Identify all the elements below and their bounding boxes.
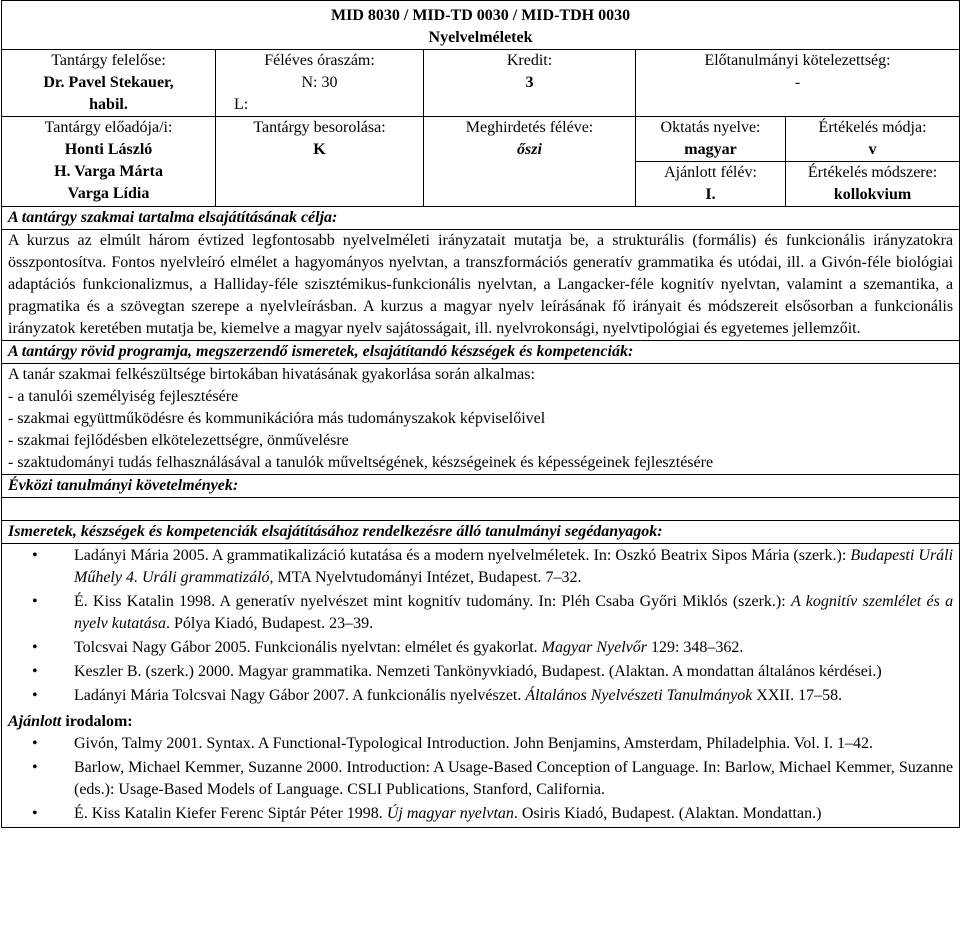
program-body: [2, 364, 960, 475]
list-item: • Ladányi Mária Tolcsvai Nagy Gábor 2007. A funkcionális nyelvészet. Általános Nyelvészeti Tanulmányok XXII. 17–58.: [74, 685, 953, 707]
bullet-icon: •: [32, 547, 38, 564]
course-table: [1, 0, 960, 828]
list-item: • É. Kiss Katalin 1998. A generatív nyelvészet mint kognitív tudomány. In: Pléh Csaba Győri Miklós (szerk.): A kognitív szemlélet és a nyelv kutatása. Pólya Kiadó, Budapest. 23–39.: [32, 593, 954, 632]
program-heading: A tantárgy rövid programja, megszerzendő ismeretek, elsajátítandó készségek és kompetenciák:: [2, 341, 960, 364]
hours-n: N: 30: [301, 74, 338, 91]
credit-value: 3: [525, 74, 534, 91]
goal-text: A kurzus az elmúlt három évtized legfontosabb nyelvelméleti irányzatait mutatja be, a strukturális (formális) és funkcionális irányzatokra összpontosítva. Fontos nyelvleíró elmélet a hagyományos nyelvtan, a transzformációs generatív grammatika és utódai, ill. a Givón-féle biológiai adaptációs funkcionalizmus, a Halliday-féle szisztémikus-funkcionális nyelvtan, a Langacker-féle kognitív nyelvtan, valamint a szemantika, a pragmatika és a szövegtan szerepe a nyelvleírásban. A kurzus a magyar nyelv leírásának fő irányait és módszereit elsősorban a funkcionális irányzatok keretében mutatja be, kiemelve a magyar nyelv sajátosságait, ill. nyelvrokonsági, nyelvtipológiai és egyetemes jellemzőit.: [2, 230, 960, 341]
prereq-cell: [636, 50, 960, 117]
responsible-title: habil.: [89, 96, 128, 113]
classification-value: K: [313, 141, 326, 158]
program-line: - szaktudományi tudás felhasználásával a tanulók műveltségének, készségeinek és képességeinek fejlesztésére: [8, 454, 714, 471]
program-line: A tanár szakmai felkészültsége birtokában hivatásának gyakorlása során alkalmas:: [8, 366, 535, 383]
classification-cell: [216, 117, 424, 207]
list-item: • Givón, Talmy 2001. Syntax. A Functional-Typological Introduction. John Benjamins, Amsterdam, Philadelphia. Vol. I. 1–42.: [74, 733, 953, 755]
semester-label: Meghirdetés féléve:: [465, 119, 594, 136]
requirements-heading: Évközi tanulmányi követelmények:: [2, 475, 960, 498]
lecturer-cell: [2, 117, 216, 207]
credit-cell: [424, 50, 636, 117]
eval-mode-label: Értékelés módja:: [818, 119, 927, 136]
requirements-body: [2, 498, 960, 521]
language-label: Oktatás nyelve:: [660, 119, 761, 136]
lecturer-label: Tantárgy előadója/i:: [44, 119, 173, 136]
classification-label: Tantárgy besorolása:: [253, 119, 386, 136]
list-item: • Barlow, Michael Kemmer, Suzanne 2000. Introduction: A Usage-Based Conception of Language. In: Barlow, Michael Kemmer, Suzanne (eds.): Usage-Based Models of Language. CSLI Publications, Stanford, California.: [32, 759, 954, 798]
program-line: - szakmai együttműködésre és kommunikációra más tudományszakok képviselőivel: [8, 410, 546, 427]
goal-heading: A tantárgy szakmai tartalma elsajátításának célja:: [2, 207, 960, 230]
responsible-name: Dr. Pavel Stekauer,: [43, 74, 174, 91]
semester-cell: [424, 117, 636, 207]
program-line: - szakmai fejlődésben elkötelezettségre, önművelésre: [8, 432, 349, 449]
hours-cell: [216, 50, 424, 117]
recommended-list: [8, 733, 953, 825]
bullet-icon: •: [32, 759, 38, 776]
lecturer-1: Honti László: [64, 141, 153, 158]
eval-mode-cell: [786, 117, 960, 162]
responsible-label: Tantárgy felelőse:: [51, 52, 166, 69]
materials-body: [2, 544, 960, 828]
hours-label: Féléves óraszám:: [264, 52, 375, 69]
materials-list: [8, 545, 953, 707]
eval-method-cell: [786, 162, 960, 207]
responsible-cell: [2, 50, 216, 117]
semester-value: őszi: [517, 141, 542, 158]
bullet-icon: •: [32, 663, 38, 680]
prereq-label: Előtanulmányi kötelezettség:: [704, 52, 891, 69]
lecturer-2: H. Varga Márta: [54, 163, 163, 180]
course-code: MID 8030 / MID-TD 0030 / MID-TDH 0030: [330, 7, 631, 24]
course-code-header: [2, 1, 960, 50]
list-item: • É. Kiss Katalin Kiefer Ferenc Siptár Péter 1998. Új magyar nyelvtan. Osiris Kiadó, Budapest. (Alaktan. Mondattan.): [74, 803, 953, 825]
lecturer-3: Varga Lídia: [67, 185, 150, 202]
course-title: Nyelvelméletek: [428, 29, 533, 46]
credit-label: Kredit:: [506, 52, 553, 69]
rec-semester-value: I.: [705, 186, 716, 203]
materials-heading: Ismeretek, készségek és kompetenciák elsajátításához rendelkezésre álló tanulmányi segédanyagok:: [2, 521, 960, 544]
list-item: • Tolcsvai Nagy Gábor 2005. Funkcionális nyelvtan: elmélet és gyakorlat. Magyar Nyelvőr 129: 348–362.: [74, 637, 953, 659]
rec-semester-label: Ajánlott félév:: [664, 164, 757, 181]
bullet-icon: •: [32, 687, 38, 704]
language-cell: [636, 117, 786, 162]
program-line: - a tanulói személyiség fejlesztésére: [8, 388, 239, 405]
eval-method-label: Értékelés módszere:: [807, 164, 938, 181]
eval-mode-value: v: [868, 141, 877, 158]
recommended-heading: Ajánlott irodalom:: [8, 713, 133, 730]
language-value: magyar: [684, 141, 737, 158]
bullet-icon: •: [32, 593, 38, 610]
bullet-icon: •: [32, 639, 38, 656]
eval-method-value: kollokvium: [833, 186, 912, 203]
list-item: • Keszler B. (szerk.) 2000. Magyar grammatika. Nemzeti Tankönyvkiadó, Budapest. (Alaktan. A mondattan általános kérdései.): [74, 661, 953, 683]
bullet-icon: •: [32, 735, 38, 752]
hours-l: L:: [234, 96, 249, 113]
list-item: • Ladányi Mária 2005. A grammatikalizáció kutatása és a modern nyelvelméletek. In: Oszkó Beatrix Sipos Mária (szerk.): Budapesti Uráli Műhely 4. Uráli grammatizáló, MTA Nyelvtudományi Intézet, Budapest. 7–32.: [32, 547, 954, 586]
bullet-icon: •: [32, 805, 38, 822]
rec-semester-cell: [636, 162, 786, 207]
prereq-value: -: [794, 74, 801, 91]
